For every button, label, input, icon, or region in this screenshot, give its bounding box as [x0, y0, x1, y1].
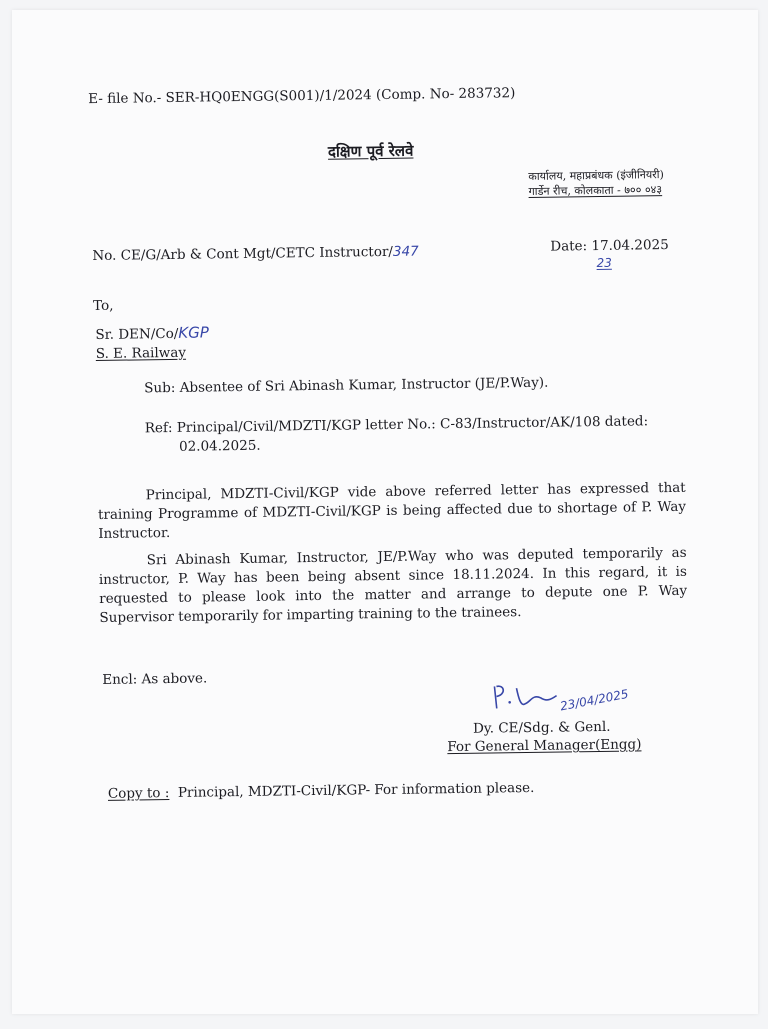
addressee-designation-text: Sr. DEN/Co/	[95, 325, 179, 344]
body-paragraph-2: Sri Abinash Kumar, Instructor, JE/P.Way who was deputed temporarily as instructor, P. Way has been being absent since 18.11.2024. In this regard, it is requested to please look into the matter and arrange to depute one P. Way Supervisor temporarily for imparting training to the trainees.	[98, 544, 688, 626]
copy-to-text: Principal, MDZTI-Civil/KGP- For information please.	[177, 779, 535, 801]
office-line-1: कार्यालय, महाप्रबंधक (इंजीनियरी)	[528, 168, 664, 183]
efile-number: E- file No.- SER-HQ0ENGG(S001)/1/2024 (Comp. No- 283732)	[88, 85, 516, 108]
letter-date: Date: 17.04.2025	[550, 236, 669, 255]
addressee-designation	[95, 323, 209, 344]
enclosure: Encl: As above.	[102, 670, 208, 688]
date-handwritten: 23	[596, 255, 612, 271]
to-label: To,	[92, 297, 114, 315]
letter-number-handwritten: 347	[392, 243, 419, 260]
copy-to	[108, 779, 535, 803]
signatory-for: For General Manager(Engg)	[447, 736, 642, 756]
addressee-organisation: S. E. Railway	[95, 344, 187, 363]
reference-line-2: 02.04.2025.	[178, 437, 261, 455]
subject-line: Sub: Absentee of Sri Abinash Kumar, Instructor (JE/P.Way).	[144, 374, 549, 397]
letter-number	[92, 242, 419, 265]
railway-name-hindi: दक्षिण पूर्व रेलवे	[327, 141, 414, 161]
addressee-handwritten: KGP	[178, 323, 209, 342]
letter-number-text: No. CE/G/Arb & Cont Mgt/CETC Instructor/	[92, 243, 394, 265]
reference-line-1: Ref: Principal/Civil/MDZTI/KGP letter No.: C-83/Instructor/AK/108 dated:	[144, 413, 649, 437]
signatory-designation: Dy. CE/Sdg. & Genl.	[472, 718, 611, 737]
office-line-2: गार्डेन रीच, कोलकाता - ७०० ०४३	[528, 183, 663, 198]
body-paragraph-1: Principal, MDZTI-Civil/KGP vide above referred letter has expressed that training Programme of MDZTI-Civil/KGP is being affected due to shortage of P. Way Instructor.	[97, 479, 687, 542]
copy-to-label: Copy to :	[107, 785, 170, 802]
signature-date: 23/04/2025	[558, 686, 630, 714]
